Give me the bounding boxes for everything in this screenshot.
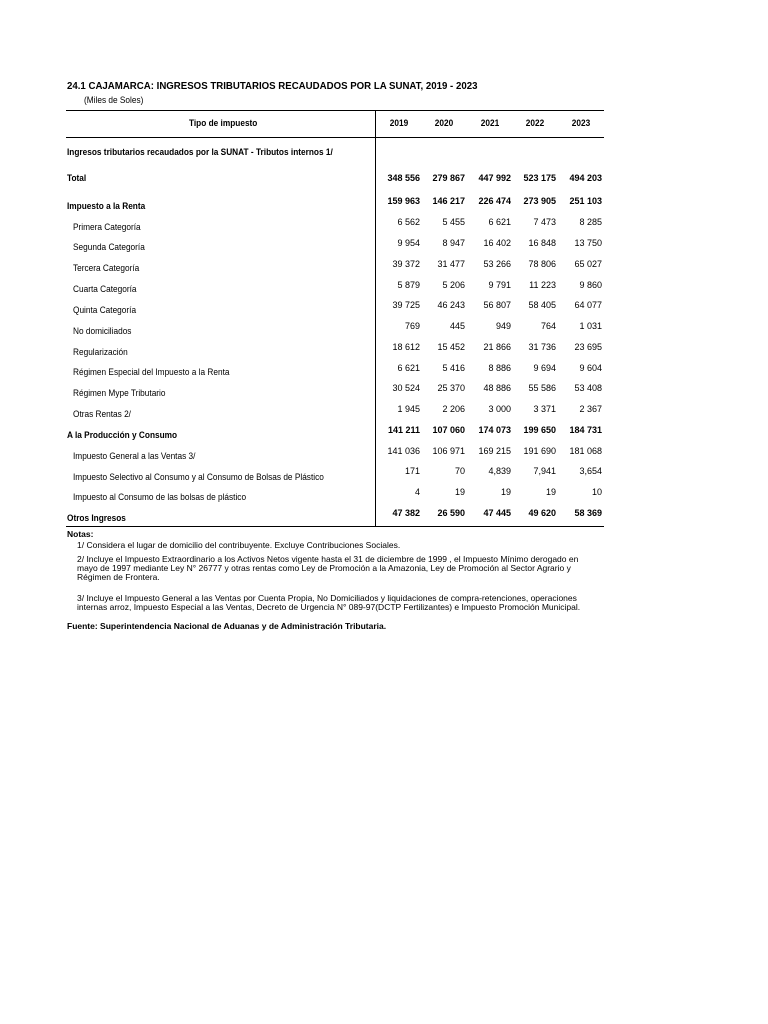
table-cell-2023: 65 027 bbox=[574, 259, 602, 269]
row-label: Régimen Especial del Impuesto a la Renta bbox=[73, 367, 230, 377]
table-cell-2023: 23 695 bbox=[574, 342, 602, 352]
table-cell-2021: 53 266 bbox=[483, 259, 511, 269]
table-cell-2022: 11 223 bbox=[529, 280, 556, 290]
table-cell-2022: 191 690 bbox=[523, 446, 556, 456]
table-cell-2023: 64 077 bbox=[574, 300, 602, 310]
table-cell-2023: 53 408 bbox=[574, 383, 602, 393]
table-cell-2019: 769 bbox=[404, 321, 420, 331]
table-cell-2019: 348 556 bbox=[387, 173, 420, 183]
table-cell-2019: 5 879 bbox=[397, 280, 420, 290]
header-tipo-impuesto: Tipo de impuesto bbox=[188, 118, 258, 128]
row-label: Quinta Categoría bbox=[73, 305, 137, 315]
row-label: Total bbox=[67, 173, 87, 183]
header-bottom-rule bbox=[66, 137, 604, 138]
row-label: Otras Rentas 2/ bbox=[73, 409, 131, 419]
table-cell-2022: 764 bbox=[540, 321, 556, 331]
table-cell-2020: 5 455 bbox=[442, 217, 465, 227]
header-year-2022: 2022 bbox=[525, 118, 545, 128]
table-cell-2022: 19 bbox=[545, 487, 556, 497]
table-cell-2023: 1 031 bbox=[579, 321, 602, 331]
table-cell-2023: 494 203 bbox=[569, 173, 602, 183]
table-cell-2021: 19 bbox=[500, 487, 511, 497]
table-cell-2019: 141 211 bbox=[387, 425, 420, 435]
table-cell-2021: 226 474 bbox=[478, 196, 511, 206]
table-cell-2020: 279 867 bbox=[432, 173, 465, 183]
row-label: Impuesto a la Renta bbox=[67, 201, 146, 211]
table-cell-2019: 47 382 bbox=[392, 508, 420, 518]
table-cell-2020: 2 206 bbox=[442, 404, 465, 414]
table-cell-2023: 184 731 bbox=[569, 425, 602, 435]
table-cell-2022: 199 650 bbox=[523, 425, 556, 435]
row-label: Impuesto Selectivo al Consumo y al Consumo de Bolsas de Plástico bbox=[73, 472, 324, 482]
table-cell-2022: 9 694 bbox=[533, 363, 556, 373]
table-cell-2022: 3 371 bbox=[533, 404, 556, 414]
table-cell-2022: 78 806 bbox=[528, 259, 556, 269]
table-bottom-rule bbox=[66, 526, 604, 527]
table-cell-2023: 8 285 bbox=[579, 217, 602, 227]
table-cell-2021: 47 445 bbox=[483, 508, 511, 518]
table-cell-2021: 6 621 bbox=[488, 217, 511, 227]
table-cell-2023: 58 369 bbox=[574, 508, 602, 518]
row-label: Cuarta Categoría bbox=[73, 284, 137, 294]
table-cell-2019: 1 945 bbox=[397, 404, 420, 414]
notes-heading: Notas: bbox=[67, 529, 94, 539]
row-label: Régimen Mype Tributario bbox=[73, 388, 166, 398]
table-cell-2023: 13 750 bbox=[574, 238, 602, 248]
table-cell-2022: 49 620 bbox=[528, 508, 556, 518]
note-2-line-3: Régimen de Frontera. bbox=[77, 572, 160, 582]
header-year-2019: 2019 bbox=[389, 118, 409, 128]
table-cell-2021: 56 807 bbox=[483, 300, 511, 310]
table-cell-2019: 171 bbox=[404, 466, 420, 476]
row-label: No domiciliados bbox=[73, 326, 132, 336]
section-label: Ingresos tributarios recaudados por la SUNAT - Tributos internos 1/ bbox=[67, 147, 333, 157]
row-label: Tercera Categoría bbox=[73, 263, 140, 273]
table-cell-2019: 6 562 bbox=[397, 217, 420, 227]
table-cell-2019: 6 621 bbox=[397, 363, 420, 373]
table-cell-2020: 8 947 bbox=[442, 238, 465, 248]
table-cell-2020: 70 bbox=[454, 466, 465, 476]
table-cell-2021: 8 886 bbox=[488, 363, 511, 373]
row-label: A la Producción y Consumo bbox=[67, 430, 178, 440]
table-cell-2020: 46 243 bbox=[437, 300, 465, 310]
table-cell-2022: 58 405 bbox=[528, 300, 556, 310]
note-2-line-2: mayo de 1997 mediante Ley N° 26777 y otras rentas como Ley de Promoción a la Amazonia, Ley de Promoción al Sector Agrario y bbox=[77, 563, 571, 573]
table-cell-2020: 5 416 bbox=[442, 363, 465, 373]
table-cell-2020: 31 477 bbox=[437, 259, 465, 269]
table-cell-2021: 4,839 bbox=[488, 466, 511, 476]
table-cell-2019: 30 524 bbox=[392, 383, 420, 393]
table-cell-2020: 107 060 bbox=[432, 425, 465, 435]
table-cell-2020: 445 bbox=[449, 321, 465, 331]
note-3-line-2: internas arroz, Impuesto Especial a las Ventas, Decreto de Urgencia N° 089-97(DCTP Fertilizantes) e Impuesto Promoción Municipal. bbox=[77, 602, 581, 612]
table-cell-2020: 26 590 bbox=[437, 508, 465, 518]
table-cell-2022: 55 586 bbox=[528, 383, 556, 393]
table-cell-2023: 3,654 bbox=[579, 466, 602, 476]
table-cell-2020: 19 bbox=[454, 487, 465, 497]
table-cell-2023: 2 367 bbox=[579, 404, 602, 414]
table-title: 24.1 CAJAMARCA: INGRESOS TRIBUTARIOS RECAUDADOS POR LA SUNAT, 2019 - 2023 bbox=[67, 80, 478, 92]
header-top-rule bbox=[66, 110, 604, 111]
table-cell-2021: 48 886 bbox=[483, 383, 511, 393]
table-cell-2019: 159 963 bbox=[387, 196, 420, 206]
table-cell-2021: 3 000 bbox=[488, 404, 511, 414]
table-cell-2019: 39 372 bbox=[392, 259, 420, 269]
table-cell-2019: 141 036 bbox=[387, 446, 420, 456]
table-cell-2021: 16 402 bbox=[483, 238, 511, 248]
row-label: Impuesto General a las Ventas 3/ bbox=[73, 451, 196, 461]
row-label: Primera Categoría bbox=[73, 222, 141, 232]
table-cell-2023: 9 860 bbox=[579, 280, 602, 290]
table-cell-2022: 273 905 bbox=[523, 196, 556, 206]
table-cell-2020: 5 206 bbox=[442, 280, 465, 290]
table-cell-2019: 39 725 bbox=[392, 300, 420, 310]
table-cell-2020: 146 217 bbox=[432, 196, 465, 206]
row-label: Segunda Categoría bbox=[73, 242, 145, 252]
table-cell-2019: 9 954 bbox=[397, 238, 420, 248]
table-cell-2021: 174 073 bbox=[478, 425, 511, 435]
table-cell-2023: 10 bbox=[591, 487, 602, 497]
table-cell-2022: 16 848 bbox=[528, 238, 556, 248]
table-cell-2020: 25 370 bbox=[437, 383, 465, 393]
table-cell-2020: 15 452 bbox=[437, 342, 465, 352]
table-cell-2021: 9 791 bbox=[488, 280, 511, 290]
source-note: Fuente: Superintendencia Nacional de Aduanas y de Administración Tributaria. bbox=[67, 621, 387, 631]
table-cell-2023: 9 604 bbox=[579, 363, 602, 373]
table-cell-2022: 523 175 bbox=[523, 173, 556, 183]
table-cell-2021: 447 992 bbox=[478, 173, 511, 183]
header-year-2023: 2023 bbox=[571, 118, 591, 128]
table-cell-2019: 4 bbox=[414, 487, 420, 497]
table-cell-2021: 949 bbox=[495, 321, 511, 331]
row-label: Impuesto al Consumo de las bolsas de plástico bbox=[73, 492, 247, 502]
table-cell-2022: 7 473 bbox=[533, 217, 556, 227]
table-cell-2021: 169 215 bbox=[478, 446, 511, 456]
table-subtitle: (Miles de Soles) bbox=[84, 95, 144, 105]
row-label: Regularización bbox=[73, 347, 128, 357]
row-label: Otros Ingresos bbox=[67, 513, 126, 523]
note-2-line-1: 2/ Incluye el Impuesto Extraordinario a los Activos Netos vigente hasta el 31 de diciembre de 1999 , el Impuesto Mínimo derogado en bbox=[77, 554, 579, 564]
table-cell-2019: 18 612 bbox=[392, 342, 420, 352]
table-cell-2021: 21 866 bbox=[483, 342, 511, 352]
table-cell-2022: 31 736 bbox=[528, 342, 556, 352]
table-cell-2020: 106 971 bbox=[432, 446, 465, 456]
table-cell-2022: 7,941 bbox=[533, 466, 556, 476]
header-year-2020: 2020 bbox=[434, 118, 454, 128]
note-3-line-1: 3/ Incluye el Impuesto General a las Ventas por Cuenta Propia, No Domiciliados y liquidaciones de compra-retenciones, operaciones bbox=[77, 593, 577, 603]
note-1: 1/ Considera el lugar de domicilio del contribuyente. Excluye Contribuciones Sociales. bbox=[77, 540, 401, 550]
header-year-2021: 2021 bbox=[480, 118, 500, 128]
table-cell-2023: 251 103 bbox=[569, 196, 602, 206]
table-cell-2023: 181 068 bbox=[569, 446, 602, 456]
